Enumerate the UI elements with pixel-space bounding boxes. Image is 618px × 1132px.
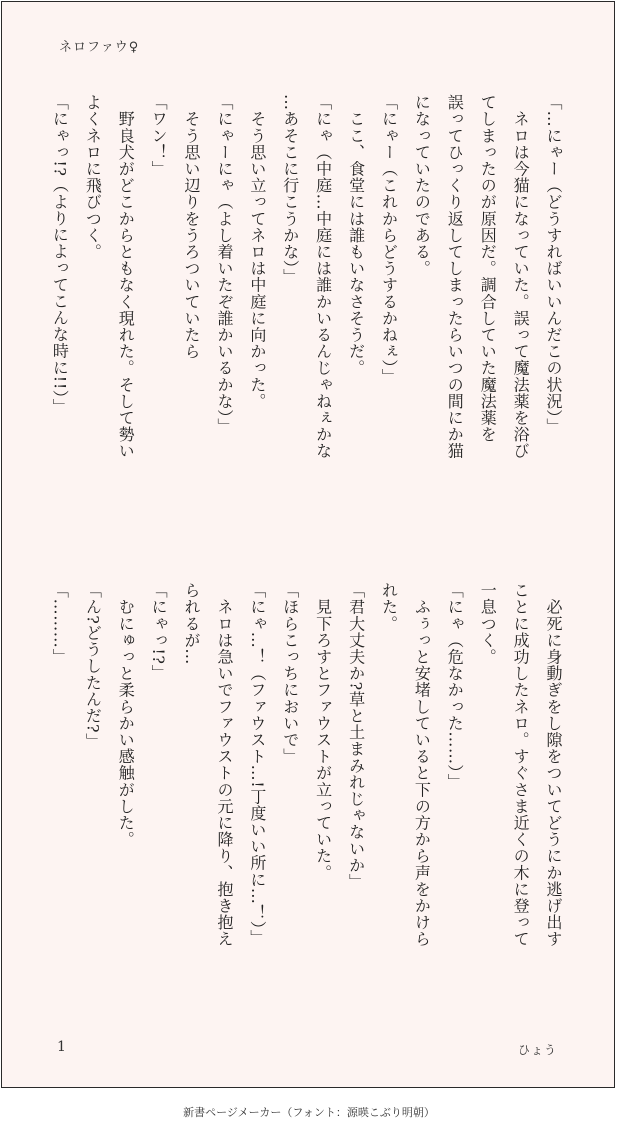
- page-number: 1: [57, 1039, 66, 1055]
- upper-text-block: 「…にゃー（どうすればいいんだこの状況）」 ネロは今猫になっていた。誤って魔法薬を浴び てしまったのが原因だ。調合していた魔法薬を 誤ってひっくり返してしまったらいつの間にか猫 になっていたのである。 「にゃー（これからどうするかねぇ）」 ここ、食堂には誰もいなさそうだ。 「にゃ（中庭…中庭には誰かいるんじゃねぇかな …あそこに行こうかな）」 そう思い立ってネロは中庭に向かった。 「にゃーにゃ（よし着いたぞ誰かいるかな）」 そう思い辺りをうろついていたら 「ワン！」 野良犬がどこからともなく現れた。そして勢い よくネロに飛びつく。 「にゃっ!?（よりによってこんな時に!!）」: [50, 94, 563, 460]
- book-page: [1, 1, 615, 1088]
- page-header-title: ネロファウ♀: [59, 40, 140, 55]
- lower-text-block: 必死に身動ぎをし隙をついてどうにか逃げ出す ことに成功したネロ。すぐさま近くの木に登って 一息つく。 「にゃ（危なかった……）」 ふぅっと安堵していると下の方から声をかけら れた。 「君大丈夫か?草と土まみれじゃないか」 見下ろすとファウストが立っていた。 「ほらこっちにおいで」 「にゃ…！（ファウスト…!丁度いい所に…！）」 ネロは急いでファウストの元に降り、抱き抱え られるが… 「にゃっ!?」 むにゅっと柔らかい感触がした。 「ん?どうしたんだ?」 「………」: [50, 582, 563, 948]
- generator-caption: 新書ページメーカー（フォント：源暎こぶり明朝）: [183, 1106, 435, 1119]
- author-name: ひょう: [517, 1043, 557, 1057]
